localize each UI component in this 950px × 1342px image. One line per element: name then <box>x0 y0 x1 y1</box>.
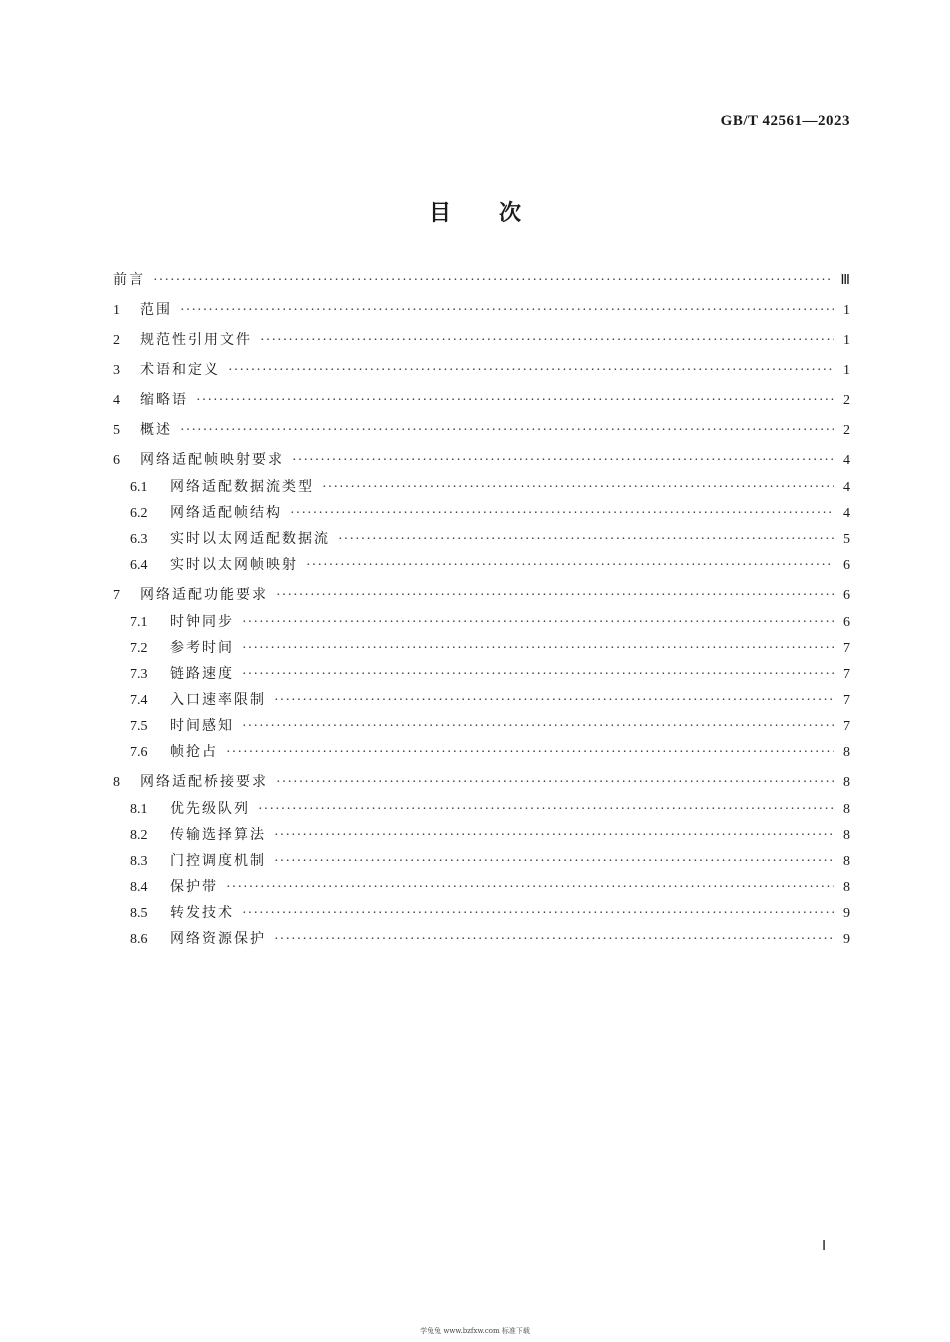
toc-entry-number: 6.1 <box>130 480 148 495</box>
dot-leader <box>226 745 834 761</box>
toc-entry-page: 8 <box>843 745 850 760</box>
toc-entry-number: 8.2 <box>130 828 148 843</box>
toc-section-entry[interactable] <box>113 879 850 896</box>
dot-leader <box>292 453 834 469</box>
dot-leader <box>242 906 834 922</box>
toc-section-entry[interactable] <box>113 505 850 522</box>
toc-entry-page: 6 <box>843 588 850 603</box>
dot-leader <box>322 480 834 496</box>
dot-leader <box>276 588 834 604</box>
toc-entry-label: 网络适配帧映射要求 <box>140 452 284 468</box>
toc-entry-page: 8 <box>843 854 850 869</box>
toc-entry-number: 2 <box>113 333 120 348</box>
toc-entry-page: 6 <box>843 558 850 573</box>
toc-entry-page: 7 <box>843 719 850 734</box>
toc-entry-number: 6.2 <box>130 506 148 521</box>
toc-title-char: 目 <box>428 201 451 226</box>
dot-leader <box>226 880 834 896</box>
toc-entry-number: 7.1 <box>130 615 148 630</box>
toc-entry-number: 8.1 <box>130 802 148 817</box>
toc-entry-page: 8 <box>843 775 850 790</box>
dot-leader <box>260 333 834 349</box>
toc-chapter-entry[interactable] <box>113 362 850 379</box>
toc-entry-label: 概述 <box>140 422 172 438</box>
toc-chapter-entry[interactable] <box>113 452 850 469</box>
toc-entry-label: 缩略语 <box>140 392 188 408</box>
toc-entry-number: 6.4 <box>130 558 148 573</box>
standard-code: GB/T 42561—2023 <box>720 113 850 129</box>
dot-leader <box>274 854 834 870</box>
toc-section-entry[interactable] <box>113 614 850 631</box>
toc-section-entry[interactable] <box>113 744 850 761</box>
toc-entry-label: 网络适配功能要求 <box>140 587 268 603</box>
toc-section-entry[interactable] <box>113 905 850 922</box>
dot-leader <box>274 932 834 948</box>
toc-chapter-entry[interactable] <box>113 774 850 791</box>
toc-entry-number: 7.2 <box>130 641 148 656</box>
toc-entry-number: 8.5 <box>130 906 148 921</box>
toc-entry-page: 7 <box>843 641 850 656</box>
dot-leader <box>242 719 834 735</box>
toc-section-entry[interactable] <box>113 640 850 657</box>
toc-section-entry[interactable] <box>113 853 850 870</box>
dot-leader <box>274 828 834 844</box>
dot-leader <box>228 363 834 379</box>
toc-entry-label: 实时以太网帧映射 <box>170 557 298 573</box>
toc-entry-label: 传输选择算法 <box>170 827 266 843</box>
toc-chapter-entry[interactable] <box>113 422 850 439</box>
toc-chapter-entry[interactable] <box>113 392 850 409</box>
toc-entry-page: 7 <box>843 693 850 708</box>
dot-leader <box>338 532 834 548</box>
toc-section-entry[interactable] <box>113 718 850 735</box>
toc-entry-number: 8 <box>113 775 120 790</box>
toc-section-entry[interactable] <box>113 801 850 818</box>
dot-leader <box>242 615 834 631</box>
toc-entry-number: 8.6 <box>130 932 148 947</box>
toc-entry-number: 8.3 <box>130 854 148 869</box>
dot-leader <box>153 273 834 289</box>
toc-entry-label: 实时以太网适配数据流 <box>170 531 330 547</box>
toc-entry-page: 4 <box>843 453 850 468</box>
toc-entry-page: 8 <box>843 802 850 817</box>
toc-entry-label: 转发技术 <box>170 905 234 921</box>
dot-leader <box>258 802 834 818</box>
toc-section-entry[interactable] <box>113 931 850 948</box>
dot-leader <box>242 641 834 657</box>
toc-entry-page: 1 <box>843 303 850 318</box>
toc-entry-page: 6 <box>843 615 850 630</box>
toc-section-entry[interactable] <box>113 827 850 844</box>
toc-entry-label: 链路速度 <box>170 666 234 682</box>
toc-entry-number: 5 <box>113 423 120 438</box>
page-number: Ⅰ <box>822 1239 827 1254</box>
toc-entry-label: 术语和定义 <box>140 362 220 378</box>
toc-entry-number: 8.4 <box>130 880 148 895</box>
toc-entry-label: 范围 <box>140 302 172 318</box>
toc-entry-page: 8 <box>843 828 850 843</box>
toc-entry-foreword[interactable] <box>113 272 850 289</box>
toc-chapter-entry[interactable] <box>113 332 850 349</box>
toc-entry-label: 前言 <box>113 272 145 288</box>
dot-leader <box>274 693 834 709</box>
toc-chapter-entry[interactable] <box>113 302 850 319</box>
toc-entry-page: 9 <box>843 906 850 921</box>
toc-entry-label: 参考时间 <box>170 640 234 656</box>
toc-entry-number: 6.3 <box>130 532 148 547</box>
toc-entry-label: 时钟同步 <box>170 614 234 630</box>
toc-entry-number: 4 <box>113 393 120 408</box>
toc-entry-page: 1 <box>843 333 850 348</box>
toc-entry-page: 4 <box>843 506 850 521</box>
dot-leader <box>290 506 834 522</box>
dot-leader <box>180 423 834 439</box>
toc-section-entry[interactable] <box>113 531 850 548</box>
watermark-footer: 学兔兔 www.bzfxw.com 标准下载 <box>420 1327 530 1335</box>
dot-leader <box>180 303 834 319</box>
toc-entry-number: 3 <box>113 363 120 378</box>
toc-entry-number: 7.6 <box>130 745 148 760</box>
toc-entry-page: 5 <box>843 532 850 547</box>
toc-entry-label: 网络适配数据流类型 <box>170 479 314 495</box>
dot-leader <box>242 667 834 683</box>
table-of-contents <box>113 272 850 961</box>
dot-leader <box>276 775 834 791</box>
toc-entry-label: 时间感知 <box>170 718 234 734</box>
toc-entry-label: 门控调度机制 <box>170 853 266 869</box>
toc-entry-number: 1 <box>113 303 120 318</box>
toc-section-entry[interactable] <box>113 479 850 496</box>
toc-entry-number: 7.4 <box>130 693 148 708</box>
toc-entry-label: 规范性引用文件 <box>140 332 252 348</box>
toc-title-char: 次 <box>499 201 522 226</box>
toc-entry-page: 7 <box>843 667 850 682</box>
toc-chapter-entry[interactable] <box>113 587 850 604</box>
toc-entry-page: 9 <box>843 932 850 947</box>
toc-entry-label: 优先级队列 <box>170 801 250 817</box>
toc-entry-label: 网络适配桥接要求 <box>140 774 268 790</box>
toc-entry-number: 7 <box>113 588 120 603</box>
toc-section-entry[interactable] <box>113 557 850 574</box>
toc-entry-number: 7.5 <box>130 719 148 734</box>
toc-title <box>0 196 950 227</box>
toc-entry-page: 1 <box>843 363 850 378</box>
toc-entry-label: 网络资源保护 <box>170 931 266 947</box>
toc-entry-page: Ⅲ <box>840 273 850 288</box>
dot-leader <box>196 393 834 409</box>
toc-section-entry[interactable] <box>113 666 850 683</box>
toc-entry-label: 网络适配帧结构 <box>170 505 282 521</box>
toc-section-entry[interactable] <box>113 692 850 709</box>
toc-entry-label: 入口速率限制 <box>170 692 266 708</box>
toc-entry-page: 2 <box>843 393 850 408</box>
toc-entry-page: 4 <box>843 480 850 495</box>
toc-entry-page: 2 <box>843 423 850 438</box>
toc-entry-label: 帧抢占 <box>170 744 218 760</box>
toc-entry-page: 8 <box>843 880 850 895</box>
toc-entry-number: 6 <box>113 453 120 468</box>
toc-entry-label: 保护带 <box>170 879 218 895</box>
toc-entry-number: 7.3 <box>130 667 148 682</box>
dot-leader <box>306 558 834 574</box>
